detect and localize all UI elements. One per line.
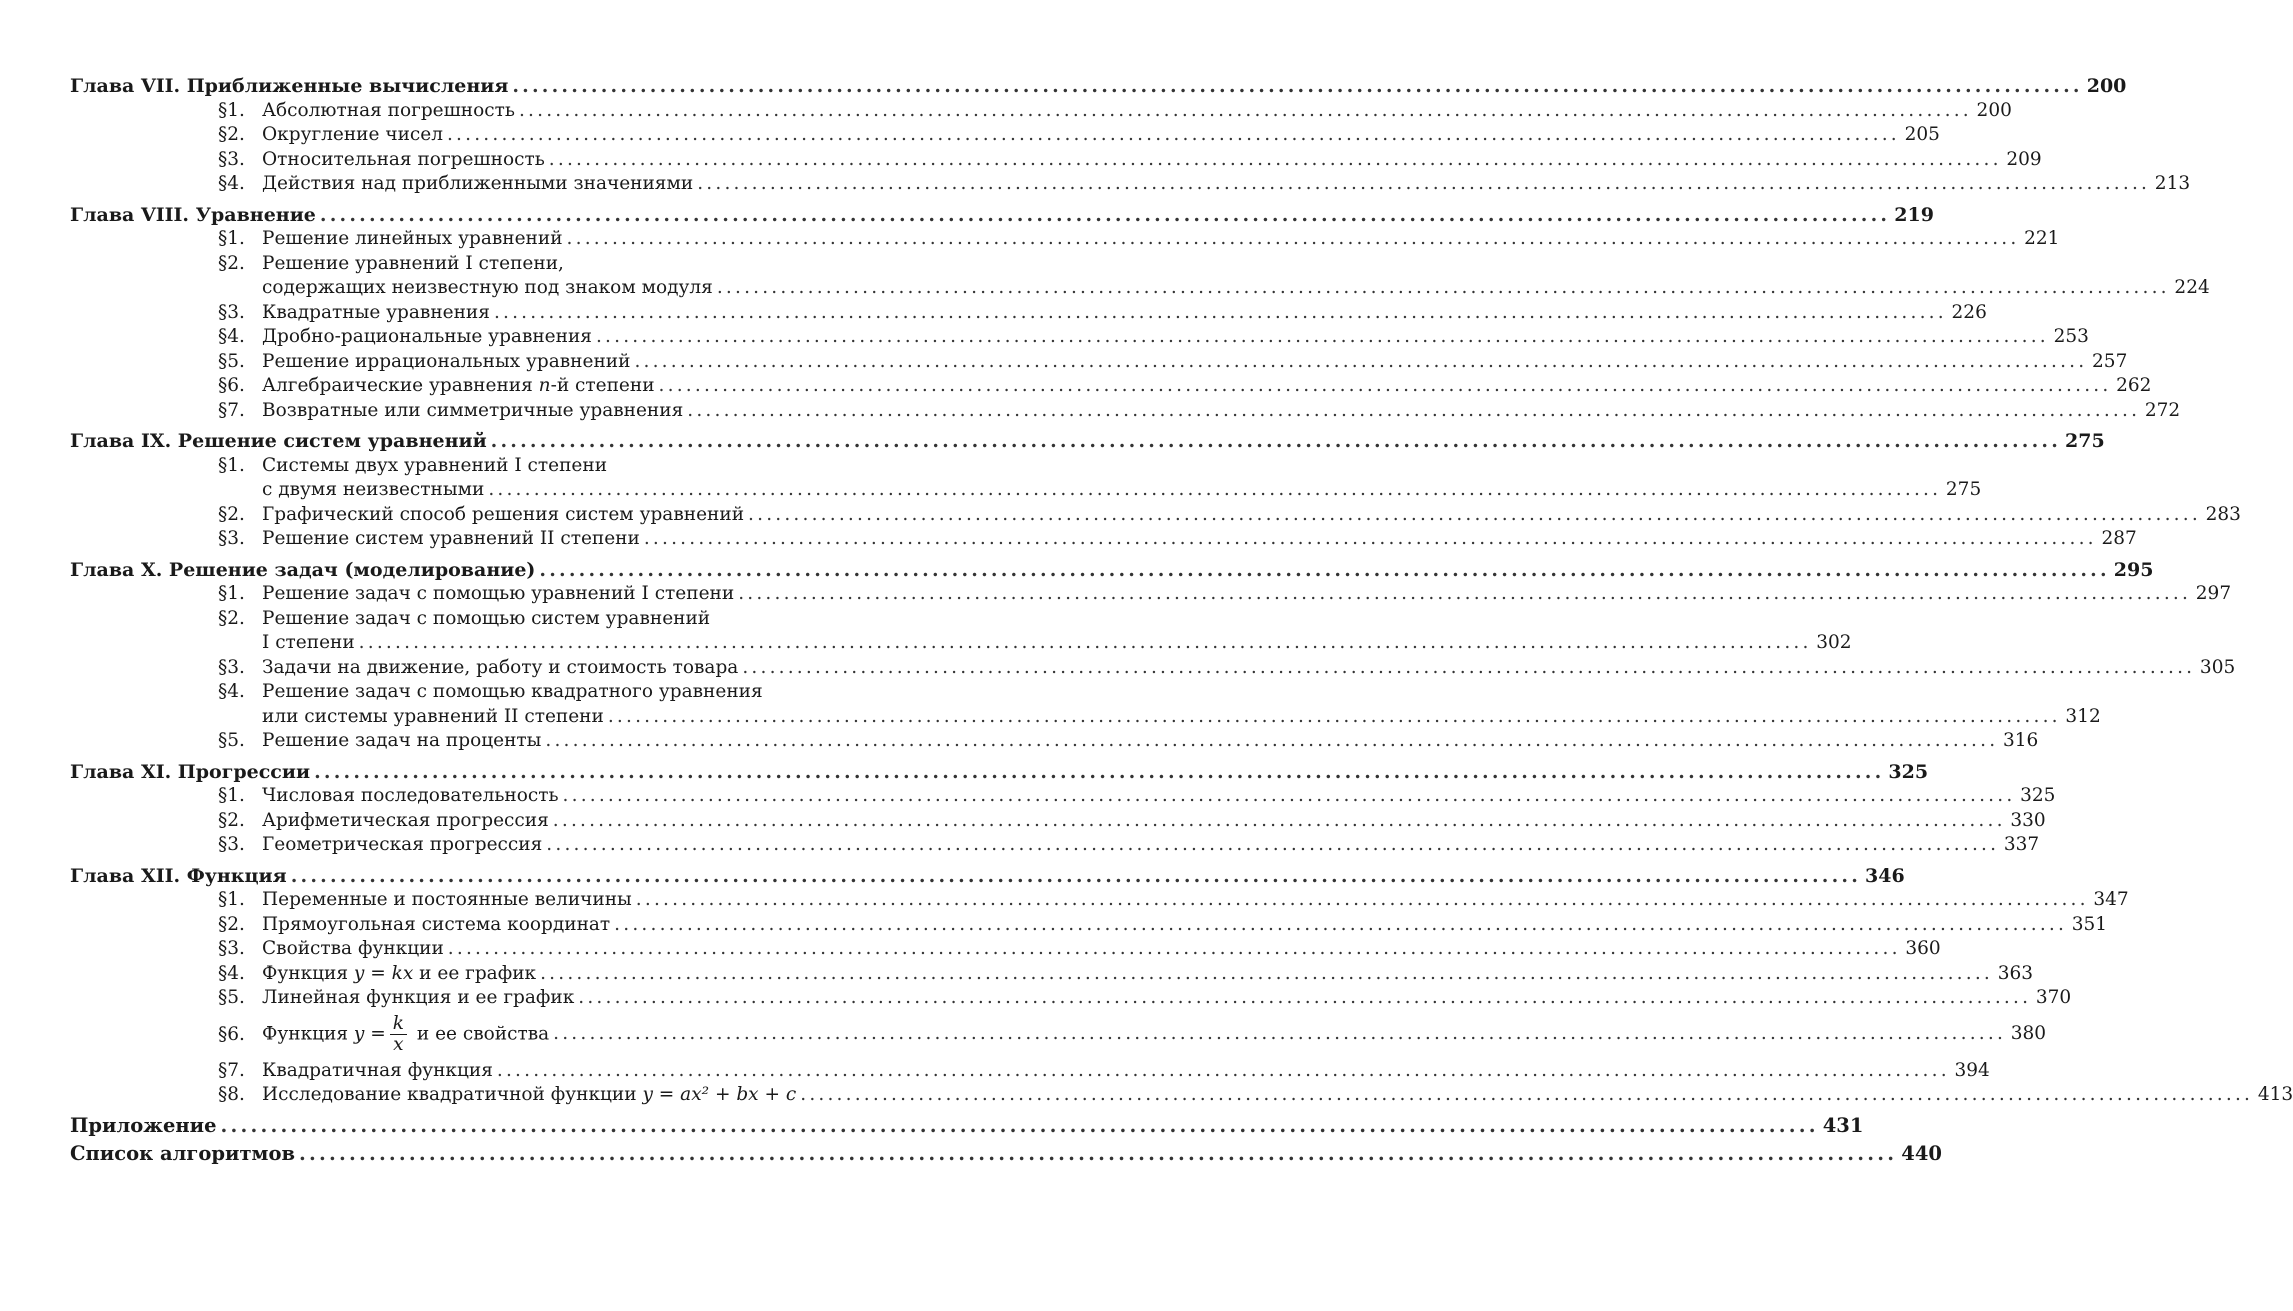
leader-dots: ................................................................................................................................................................ [546,834,2000,855]
section-title: Относительная погрешность [262,148,545,170]
page-number: 272 [2144,399,2181,421]
section-title: Решение задач с помощью уравнений I степени [262,583,735,604]
leader-dots: ................................................................................................................................................................ [518,99,1972,121]
page-number: 330 [2010,809,2046,831]
section-entry-continued[interactable] [218,631,1852,656]
section-title: Прямоугольная система координат [262,913,611,935]
table-of-contents [70,74,2293,1167]
section-entry[interactable] [218,1083,2293,1108]
section-title: Графический способ решения систем уравнений [262,503,745,525]
page-number: 221 [2024,228,2060,249]
section-entry[interactable] [218,252,905,277]
section-label [218,227,563,252]
section-label [218,399,683,424]
section-title: Решение линейных уравнений [262,228,563,249]
back-matter-title: Список алгоритмов [70,1142,296,1165]
math-formula: y = kx [353,962,414,984]
section-number: §4. [218,326,245,347]
chapter-block [70,760,2056,858]
section-label [218,937,444,962]
section-number: §7. [218,399,245,421]
section-label [218,784,559,809]
leader-dots: ................................................................................................................................................................ [552,809,2006,831]
section-number: §2. [218,503,245,525]
section-entry[interactable] [218,833,2040,858]
fraction-denominator: x [393,1034,404,1055]
leader-dots: ................................................................................................................................................................ [658,375,2112,396]
leader-dots: ................................................................................................................................................................ [540,962,1993,984]
section-label [218,374,655,399]
page-number: 337 [2003,834,2040,855]
leader-dots: ................................................................................................................................................................ [738,583,2192,604]
section-label [218,172,693,197]
section-number: §1. [218,454,245,476]
section-label [218,582,734,607]
section-number: §7. [218,1059,245,1081]
section-number: §2. [218,913,245,935]
section-label [218,809,549,834]
leader-dots: ................................................................................................................................................................ [566,228,2020,249]
chapter-block [70,429,2241,552]
section-entry[interactable] [218,1059,1990,1084]
leader-dots: ................................................................................................................................................................ [290,864,1862,887]
page-number: 209 [2006,148,2042,170]
back-matter-entry[interactable] [70,1113,1864,1139]
section-title: Решение задач на проценты [262,730,542,751]
leader-dots: ................................................................................................................................................................ [716,277,2170,298]
section-label [218,833,542,858]
section-title: Переменные и постоянные величины [262,889,632,910]
page-number: 431 [1822,1113,1864,1137]
section-title-line2: или системы уравнений II степени [262,705,604,727]
section-title-suffix: -й степени [550,375,655,396]
page-number: 302 [1816,632,1852,653]
section-number: §5. [218,730,245,751]
leader-dots: ................................................................................................................................................................ [548,148,2002,170]
chapter-heading[interactable] [70,429,2105,454]
leader-dots: ................................................................................................................................................................ [539,558,2110,581]
section-number: §2. [218,607,245,629]
section-title: Решение уравнений I степени, [262,252,564,274]
chapter-title: Глава X. Решение задач (моделирование) [70,558,536,581]
leader-dots: ................................................................................................................................................................ [635,889,2089,910]
section-label [218,123,443,148]
leader-dots: ................................................................................................................................................................ [358,632,1812,653]
section-entry[interactable] [218,527,2137,552]
page-number: 363 [1997,962,2033,984]
page-number: 262 [2116,375,2152,396]
leader-dots: ................................................................................................................................................................ [488,479,1942,500]
section-entry[interactable] [218,888,2129,913]
section-title: Исследование квадратичной функции [262,1084,643,1105]
section-label [218,350,630,375]
section-entry[interactable] [218,350,2128,375]
section-label [218,888,632,913]
page-number: 257 [2092,350,2128,372]
page-number: 200 [2086,75,2127,97]
section-entry[interactable] [218,148,2042,173]
section-label [218,986,574,1011]
page-number: 413 [2257,1084,2293,1105]
section-entry[interactable] [218,607,905,632]
leader-dots: ................................................................................................................................................................ [220,1113,1819,1137]
chapter-heading[interactable] [70,203,1934,228]
section-label [218,913,610,938]
section-entry[interactable] [218,809,2046,834]
page-number: 287 [2101,528,2137,549]
leader-dots: ................................................................................................................................................................ [319,203,1891,226]
section-title: Свойства функции [262,938,444,959]
page-number: 275 [1945,479,1982,500]
page-number: 347 [2093,889,2129,910]
section-label [218,729,541,754]
chapter-block [70,74,2191,197]
section-number: §1. [218,785,245,806]
chapter-heading[interactable] [70,74,2127,99]
section-entry[interactable] [218,227,2060,252]
section-entry[interactable] [218,784,2056,809]
section-title: Задачи на движение, работу и стоимость товара [262,656,739,678]
page-number: 325 [1888,760,1929,783]
chapter-title: Глава VIII. Уравнение [70,203,316,226]
section-title: Решение систем уравнений II степени [262,528,640,549]
leader-dots: ................................................................................................................................................................ [742,656,2196,678]
fraction [390,1014,407,1055]
section-entry[interactable] [218,172,2191,197]
page-number: 440 [1901,1142,1942,1165]
leader-dots: ................................................................................................................................................................ [562,785,2016,806]
section-label [218,1083,796,1108]
leader-dots: ................................................................................................................................................................ [553,1023,2007,1045]
section-entry[interactable] [218,325,2089,350]
back-matter-entry[interactable] [70,1142,1942,1167]
chapter-title: Глава VII. Приближенные вычисления [70,75,509,97]
section-title-line2: I степени [262,632,355,653]
leader-dots: ................................................................................................................................................................ [607,705,2061,727]
leader-dots: ................................................................................................................................................................ [748,503,2201,525]
section-number: §3. [218,301,245,323]
leader-dots: ................................................................................................................................................................ [697,173,2151,194]
leader-dots: ................................................................................................................................................................ [634,350,2088,372]
leader-dots: ................................................................................................................................................................ [545,730,1999,751]
chapter-block [70,864,2293,1108]
section-title: Дробно-рациональные уравнения [262,326,592,347]
section-number: §2. [218,252,245,274]
section-number: §4. [218,681,245,702]
page-number: 213 [2154,173,2191,194]
section-entry[interactable] [218,680,905,705]
leader-dots: ................................................................................................................................................................ [643,528,2097,549]
section-entry[interactable] [218,503,2241,528]
section-title: Решение задач с помощью квадратного уравнения [262,681,763,702]
chapter-heading[interactable] [70,864,1905,889]
section-entry[interactable] [218,582,2232,607]
section-number: §5. [218,987,245,1008]
page-number: 297 [2195,583,2232,604]
section-number: §2. [218,124,245,145]
section-label [218,148,545,173]
section-title: Решение задач с помощью систем уравнений [262,607,711,629]
section-entry[interactable] [218,986,2072,1011]
page-number: 380 [2010,1023,2047,1045]
page-number: 224 [2174,277,2210,298]
section-label [218,301,490,326]
chapter-title: Глава XII. Функция [70,864,287,887]
section-number: §1. [218,583,245,604]
section-entry-continued[interactable] [218,478,1982,503]
section-title: Функция [262,1023,354,1045]
section-title: Системы двух уравнений I степени [262,454,608,476]
section-title: Числовая последовательность [262,785,559,806]
section-entry[interactable] [218,913,2108,938]
back-matter-title: Приложение [70,1113,217,1137]
chapter-block [70,203,2210,424]
section-label [218,252,564,277]
section-entry[interactable] [218,399,2181,424]
leader-dots: ................................................................................................................................................................ [447,938,1901,959]
section-title: Квадратные уравнения [262,301,490,323]
page-number: 275 [2065,430,2105,452]
section-title: Геометрическая прогрессия [262,834,543,855]
page-number: 219 [1894,203,1934,226]
section-title-suffix: и ее свойства [410,1023,550,1045]
section-title: Возвратные или симметричные уравнения [262,399,684,421]
section-entry[interactable] [218,729,2039,754]
section-number: §4. [218,962,245,984]
section-label [218,325,592,350]
section-number: §3. [218,528,245,549]
section-entry[interactable] [218,454,905,479]
leader-dots: ................................................................................................................................................................ [493,301,1947,323]
section-label [218,503,744,528]
section-title: Квадратичная функция [262,1059,493,1081]
section-entry[interactable] [218,99,2012,124]
page-number: 226 [1951,301,1987,323]
leader-dots: ................................................................................................................................................................ [299,1142,1898,1165]
chapter-block [70,558,2236,754]
page-number: 283 [2205,503,2241,525]
section-number: §3. [218,938,245,959]
section-title: Абсолютная погрешность [262,99,515,121]
section-label [218,99,515,124]
page-number: 346 [1865,864,1905,887]
section-number: §1. [218,99,245,121]
section-entry[interactable] [218,1011,2047,1059]
leader-dots: ................................................................................................................................................................ [595,326,2049,347]
section-label [218,1014,549,1055]
section-number: §4. [218,173,245,194]
page-number: 305 [2199,656,2236,678]
section-label [218,656,738,681]
page-number: 394 [1954,1059,1990,1081]
section-label [218,962,536,987]
page-number: 200 [1976,99,2012,121]
section-entry[interactable] [218,656,2236,681]
section-title-line2: содержащих неизвестную под знаком модуля [262,277,713,298]
section-number: §6. [218,1023,245,1045]
leader-dots: ................................................................................................................................................................ [446,124,1900,145]
section-label [218,607,710,632]
page-number: 295 [2113,558,2154,581]
section-title: Решение иррациональных уравнений [262,350,631,372]
section-number: §5. [218,350,245,372]
leader-dots: ................................................................................................................................................................ [490,430,2062,452]
section-entry[interactable] [218,937,1941,962]
leader-dots: ................................................................................................................................................................ [496,1059,1950,1081]
math-formula: y = ax² + bx + c [642,1084,797,1105]
section-number: §2. [218,809,245,831]
page-number: 325 [2020,785,2056,806]
section-entry-continued[interactable] [218,276,2210,301]
section-title: Действия над приближенными значениями [262,173,694,194]
section-entry-continued[interactable] [218,705,2101,730]
section-number: §1. [218,889,245,910]
fraction-numerator: k [390,1014,407,1035]
section-title: Арифметическая прогрессия [262,809,549,831]
section-title-suffix: и ее график [413,962,537,984]
section-label [218,680,763,705]
section-title-line2: с двумя неизвестными [262,479,485,500]
chapter-title: Глава XI. Прогрессии [70,760,311,783]
section-entry[interactable] [218,374,2152,399]
section-title: Линейная функция и ее график [262,987,575,1008]
section-number: §1. [218,228,245,249]
page-number: 253 [2053,326,2089,347]
math-formula: n [538,375,551,396]
section-number: §8. [218,1084,245,1105]
leader-dots: ................................................................................................................................................................ [512,75,2083,97]
leader-dots: ................................................................................................................................................................ [687,399,2141,421]
section-entry[interactable] [218,301,1987,326]
section-number: §3. [218,656,245,678]
page-number: 312 [2065,705,2101,727]
section-entry[interactable] [218,962,2033,987]
section-label [218,527,640,552]
section-number: §3. [218,834,245,855]
page-number: 316 [2002,730,2039,751]
section-label [218,1059,493,1084]
page-number: 370 [2035,987,2072,1008]
leader-dots: ................................................................................................................................................................ [614,913,2068,935]
section-number: §3. [218,148,245,170]
chapter-heading[interactable] [70,558,2154,583]
section-title: Алгебраические уравнения [262,375,539,396]
chapter-title: Глава IX. Решение систем уравнений [70,430,487,452]
page-number: 360 [1905,938,1941,959]
section-label [218,454,607,479]
leader-dots: ................................................................................................................................................................ [800,1084,2254,1105]
page-number: 205 [1904,124,1940,145]
section-number: §6. [218,375,245,396]
section-title: Округление чисел [262,124,443,145]
chapter-heading[interactable] [70,760,1929,785]
section-entry[interactable] [218,123,1940,148]
math-formula: y = [353,1023,386,1045]
page-number: 351 [2071,913,2108,935]
leader-dots: ................................................................................................................................................................ [578,987,2032,1008]
section-title: Функция [262,962,354,984]
leader-dots: ................................................................................................................................................................ [314,760,1885,783]
